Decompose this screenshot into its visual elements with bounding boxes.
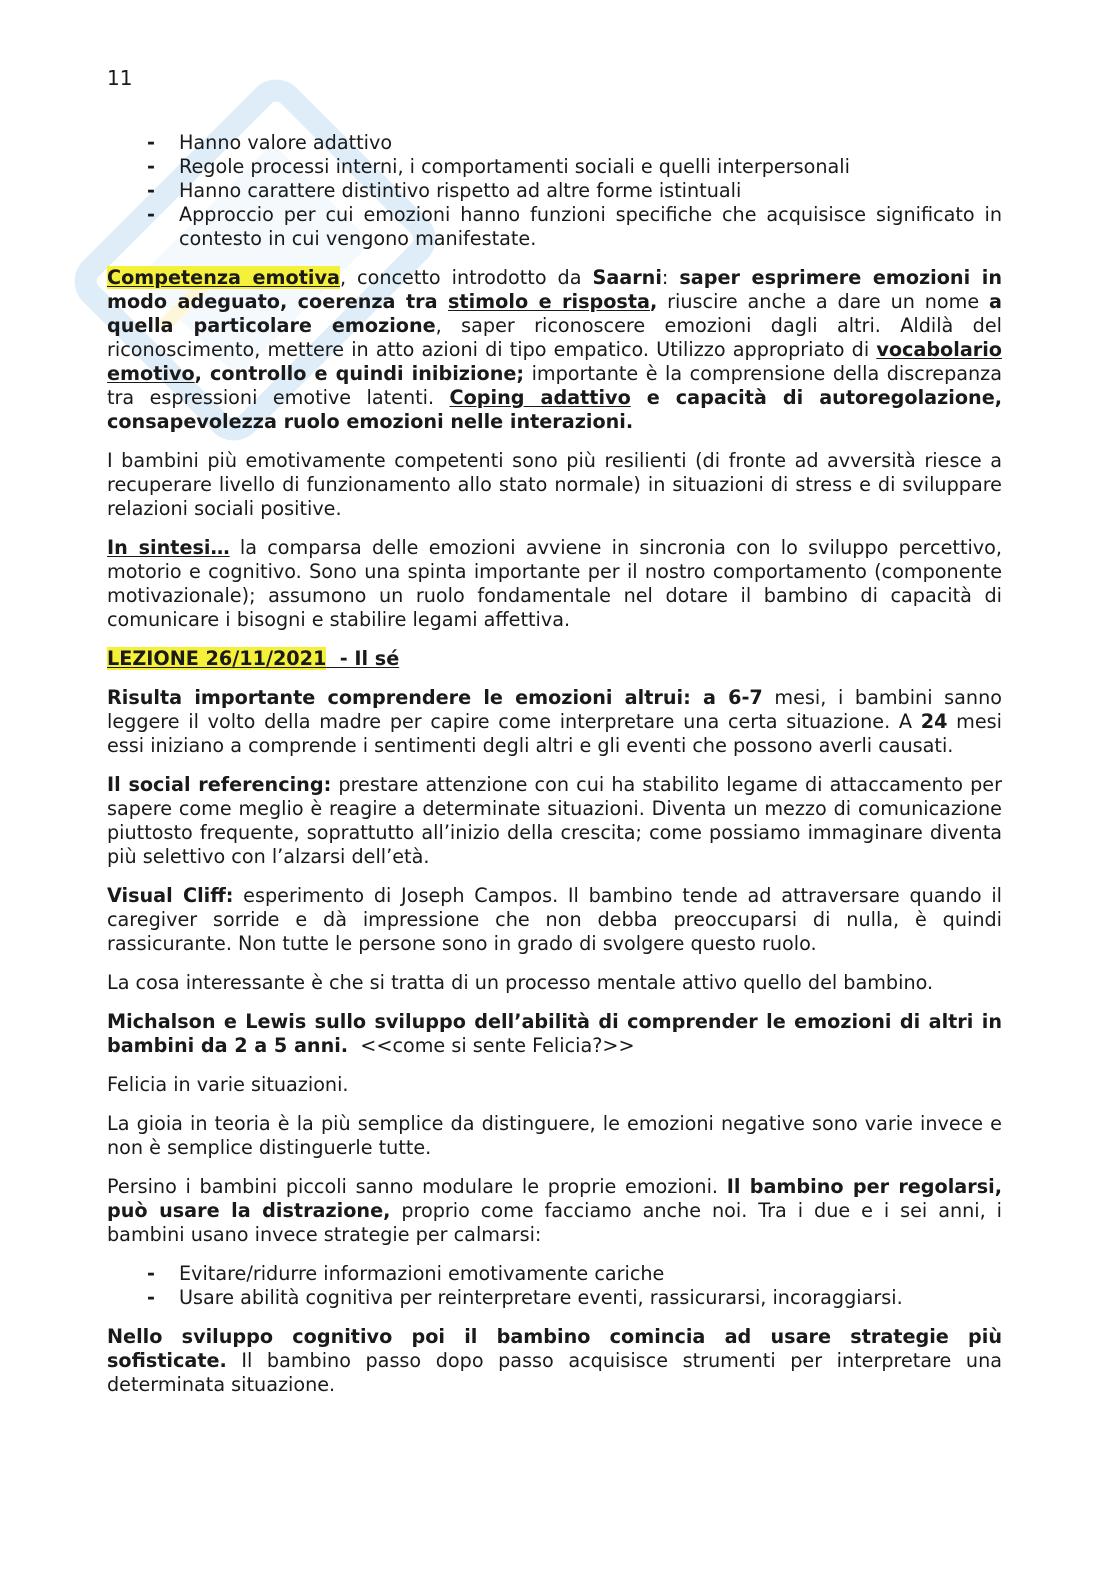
- list-item: - Hanno carattere distintivo rispetto ad altre forme istintuali: [107, 179, 1002, 203]
- text-span: la comparsa delle emozioni avviene in sincronia con lo sviluppo percettivo, motorio e cognitivo. Sono una spinta importante per il nostro comportamento (componente motivazionale); assumono un ruolo fondamentale nel dotare il bambino di capacità di comunicare i bisogni e stabilire legami affettiva.: [107, 536, 1002, 631]
- bold-span: a quella particolare emozione: [107, 290, 1002, 337]
- bold-span: Michalson e Lewis sullo sviluppo dell’abilità di comprender le emozioni di altri in bambini da 2 a 5 anni.: [107, 1010, 1002, 1057]
- lesson-heading: [107, 647, 1002, 671]
- strategies-list: [107, 1262, 1002, 1310]
- emozioni-altrui-paragraph: [107, 686, 1002, 758]
- gioia-paragraph: La gioia in teoria è la più semplice da distinguere, le emozioni negative sono varie invece e non è semplice distinguerle tutte.: [107, 1112, 1002, 1159]
- list-item: - Evitare/ridurre informazioni emotivamente cariche: [107, 1262, 1002, 1286]
- text-span: prestare attenzione con cui ha stabilito legame di attaccamento per sapere come meglio è reagire a determinate situazioni. Diventa un mezzo di comunicazione piuttosto frequente, soprattutto all’inizio della crescita; come possiamo immaginare diventa più selettivo con l’alzarsi dell’età.: [107, 773, 1002, 868]
- underlined-span: stimolo e risposta: [448, 290, 650, 313]
- felicia-paragraph: Felicia in varie situazioni.: [107, 1073, 349, 1096]
- processo-paragraph: La cosa interessante è che si tratta di un processo mentale attivo quello del bambino.: [107, 971, 934, 994]
- lesson-date: LEZIONE 26/11/2021: [107, 647, 327, 670]
- document-body: [107, 131, 1002, 1412]
- underlined-span: In sintesi…: [107, 536, 230, 559]
- bold-span: , controllo e quindi inibizione;: [194, 362, 525, 385]
- sviluppo-cognitivo-paragraph: [107, 1325, 1002, 1397]
- text-span: , concetto introdotto da: [339, 266, 593, 289]
- sintesi-paragraph: [107, 536, 1002, 632]
- lesson-topic: - Il sé: [326, 647, 400, 670]
- text-span: :: [661, 266, 680, 289]
- bold-span: saper esprimere emozioni in modo adeguato, coerenza tra: [107, 266, 1002, 313]
- text-span: Il bambino passo dopo passo acquisisce strumenti per interpretare una determinata situazione.: [107, 1349, 1002, 1396]
- bold-span: Nello sviluppo cognitivo poi il bambino comincia ad usare strategie più sofisticate.: [107, 1325, 1002, 1372]
- highlighted-term: Competenza emotiva: [107, 266, 340, 289]
- text-span: , saper riconoscere emozioni dagli altri. Aldilà del riconoscimento, mettere in atto azioni di tipo empatico. Utilizzo appropriato di: [107, 314, 1002, 361]
- bold-span: ,: [649, 290, 658, 313]
- list-item: - Approccio per cui emozioni hanno funzioni specifiche che acquisisce significato in contesto in cui vengono manifestate.: [107, 203, 1002, 251]
- text-span: riuscire anche a dare un nome: [657, 290, 990, 313]
- competenza-emotiva-paragraph: [107, 266, 1002, 434]
- text-span: <<come si sente Felicia?>>: [348, 1034, 635, 1057]
- bold-span: Il bambino per regolarsi, può usare la distrazione,: [107, 1175, 1003, 1222]
- bold-span: Visual Cliff:: [107, 884, 234, 907]
- michalson-paragraph: [107, 1010, 1002, 1058]
- modulare-paragraph: [107, 1175, 1002, 1247]
- social-referencing-paragraph: [107, 773, 1002, 869]
- text-span: mesi, i bambini sanno leggere il volto della madre per capire come interpretare una certa situazione. A: [107, 686, 1002, 733]
- text-span: importante è la comprensione della discrepanza tra espressioni emotive latenti.: [107, 362, 1002, 409]
- text-span: mesi essi iniziano a comprende i sentimenti degli altri e gli eventi che possono averli causati.: [107, 710, 1002, 757]
- underlined-span: Coping adattivo: [449, 386, 631, 409]
- list-item: - Hanno valore adattivo: [107, 131, 1002, 155]
- underlined-span: vocabolario emotivo: [107, 338, 1002, 385]
- text-span: Persino i bambini piccoli sanno modulare le proprie emozioni.: [107, 1175, 727, 1198]
- resilienti-paragraph: I bambini più emotivamente competenti sono più resilienti (di fronte ad avversità riesce a recuperare livello di funzionamento allo stato normale) in situazioni di stress e di sviluppare relazioni sociali positive.: [107, 449, 1002, 520]
- text-span: proprio come facciamo anche noi. Tra i due e i sei anni, i bambini usano invece strategie per calmarsi:: [107, 1199, 1002, 1246]
- bold-span: e capacità di autoregolazione, consapevolezza ruolo emozioni nelle interazioni.: [107, 386, 1002, 433]
- page-number: 11: [107, 66, 133, 90]
- list-item: - Usare abilità cognitiva per reinterpretare eventi, rassicurarsi, incoraggiarsi.: [107, 1286, 1002, 1310]
- bold-span: Saarni: [592, 266, 662, 289]
- visual-cliff-paragraph: [107, 884, 1002, 956]
- bold-span: Il social referencing:: [107, 773, 332, 796]
- list-item: - Regole processi interni, i comportamenti sociali e quelli interpersonali: [107, 155, 1002, 179]
- bold-span: 24: [920, 710, 948, 733]
- bold-span: Risulta importante comprendere le emozioni altrui: a 6-7: [107, 686, 763, 709]
- text-span: esperimento di Joseph Campos. Il bambino tende ad attraversare quando il caregiver sorride e dà impressione che non debba preoccuparsi di nulla, è quindi rassicurante. Non tutte le persone sono in grado di svolgere questo ruolo.: [107, 884, 1003, 955]
- functions-list: [107, 131, 1002, 251]
